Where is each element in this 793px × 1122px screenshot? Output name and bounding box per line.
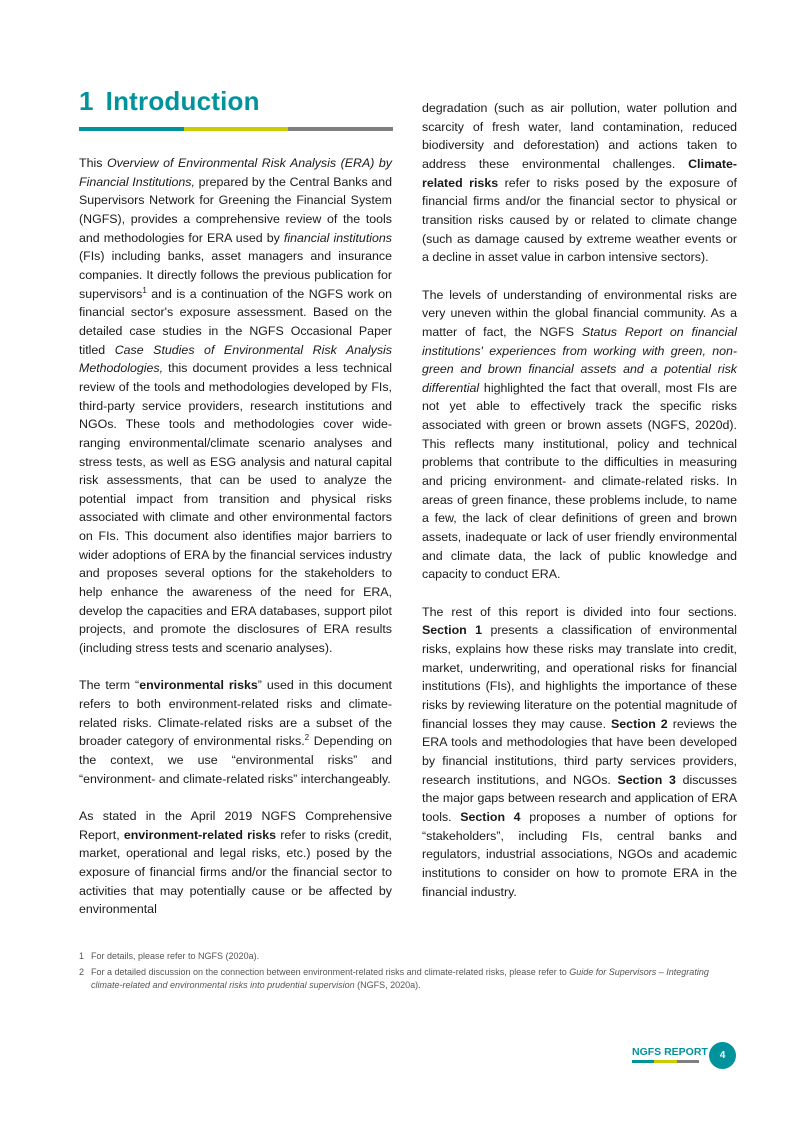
text-run: Section 1 (422, 623, 483, 638)
text-run: (NGFS, 2020a). (354, 980, 421, 990)
text-run: Section 4 (460, 809, 521, 824)
text-run: refer to risks (credit, market, operational and legal risks, etc.) posed by the exposure of financial firms and/or the financial sector to activities that may potentially cause or be affected by environmental (79, 827, 392, 917)
text-run: The term “ (79, 678, 140, 693)
text-run: discusses the major gaps between research and application of ERA tools. (422, 772, 737, 824)
footnote (79, 966, 739, 992)
text-run: highlighted the fact that overall, most FIs are not yet able to effectively track the specific risks associated with green or brown assets (NGFS, 2020d). This reflects many institutional, policy and technical problems that contribute to the difficulties in measuring and pricing environment- and climate-related risks. In areas of green finance, these problems include, to name a few, the lack of clear definitions of green and brown assets, inadequate or lack of user friendly environmental and climate data, the lack of public knowledge and capacity to conduct ERA. (422, 380, 737, 582)
footnote (79, 950, 739, 963)
text-run: Depending on the context, we use “environmental risks” and “environment- and climate-related risks” interchangeably. (79, 734, 393, 786)
text-run: refer to risks posed by the exposure of financial firms and/or the financial sector to physical or transition risks caused by or related to climate change (such as damage caused by extreme weather events or a decline in asset value in carbon intensive sectors). (422, 175, 737, 265)
footnote-ref: 1 (142, 285, 147, 295)
text-run: Overview of Environmental Risk Analysis (ERA) by Financial Institutions, (79, 156, 392, 189)
text-run: As stated in the April 2019 NGFS Comprehensive Report, (79, 808, 392, 842)
text-run: Case Studies of Environmental Risk Analysis Methodologies, (79, 342, 392, 376)
text-run: The levels of understanding of environmental risks are very uneven within the global financial community. As a matter of fact, the NGFS (422, 287, 737, 339)
text-run: reviews the ERA tools and methodologies that have been developed by financial institutions, third party services providers, research institutions, and NGOs. (422, 716, 737, 787)
section-heading (79, 86, 260, 117)
footer-divider (632, 1060, 699, 1063)
text-run: prepared by the Central Banks and Supervisors Network for Greening the Financial System (NGFS), provides a comprehensive review of the tools and methodologies for ERA used by (79, 174, 393, 245)
page-number: 4 (709, 1042, 736, 1069)
text-run: Status Report on financial institutions' experiences from working with green, non-green and brown financial assets and a potential risk differential (422, 324, 737, 395)
paragraph (422, 99, 737, 267)
text-run: Section 3 (617, 772, 676, 787)
text-run: This (79, 156, 107, 170)
text-run: Climate-related risks (422, 156, 737, 190)
text-run: environment-related risks (123, 827, 277, 842)
right-column (422, 99, 737, 920)
section-title: Introduction (105, 86, 260, 116)
footnote-text (91, 950, 259, 963)
text-run: (FIs) including banks, asset managers and insurance companies. It directly follows the previous publication for supervisors (79, 249, 392, 301)
text-run: environmental risks (139, 678, 258, 693)
footnote-text (91, 966, 739, 992)
section-number: 1 (79, 86, 94, 116)
text-run: For details, please refer to NGFS (2020a). (91, 951, 260, 961)
text-run: proposes a number of options for “stakeholders”, including FIs, central banks and regulators, industrial associations, NGOs and academic institutions to consider on how to promote ERA in the financial industry. (422, 809, 738, 899)
text-run: presents a classification of environmental risks, explains how these risks may translate into credit, market, underwriting, and operational risks for financial institutions (FIs), and highlights the importance of these risks by reviewing literature on the potential magnitude of financial losses they may cause. (422, 623, 737, 731)
footer-report-label: NGFS REPORT (632, 1046, 708, 1058)
paragraph (79, 154, 392, 658)
paragraph (79, 807, 392, 919)
left-column (79, 154, 392, 938)
text-run: Section 2 (611, 716, 668, 731)
paragraph (422, 603, 737, 902)
footnote-ref: 2 (304, 733, 310, 743)
text-run: financial institutions (283, 230, 392, 245)
paragraph (422, 286, 737, 585)
text-run: For a detailed discussion on the connection between environment-related risks and climate-related risks, please refer to (91, 967, 570, 977)
footnote-number: 1 (79, 951, 85, 961)
text-run: ” used in this document refers to both environment-related risks and climate-related risks. Climate-related risks are a subset of the broader category of environmental risks. (79, 678, 392, 749)
heading-divider (79, 127, 393, 131)
footnotes (79, 950, 739, 995)
text-run: this document provides a less technical review of the tools and methodologies developed by FIs, third-party service providers, research institutions and NGOs. These tools and methodologies cover wide-ranging environmental/climate scenario analyses and stress tests, as well as ESG analysis and natural capital risk assessments, that can be used to analyze the potential impact from transition and physical risks associated with climate and other environmental factors on FIs. This document also identifies major barriers to wider adoptions of ERA by the financial services industry and proposes several options for the stakeholders to help enhance the awareness of the need for ERA, develop the capacities and ERA databases, support pilot projects, and promote the disclosures of ERA results (including stress tests and scenario analyses). (79, 361, 392, 656)
footnote-number: 2 (79, 967, 85, 977)
paragraph (79, 676, 392, 788)
text-run: degradation (such as air pollution, water pollution and scarcity of fresh water, land contamination, reduced biodiversity and deforestation) and actions taken to address these environmental challenges. (422, 101, 737, 171)
text-run: and is a continuation of the NGFS work on financial sector's exposure assessment. Based on the detailed case studies in the NGFS Occasional Paper titled (79, 286, 392, 357)
text-run: Guide for Supervisors – Integrating climate-related and environmental risks into prudential supervision (91, 967, 709, 990)
text-run: The rest of this report is divided into four sections. (422, 604, 737, 619)
